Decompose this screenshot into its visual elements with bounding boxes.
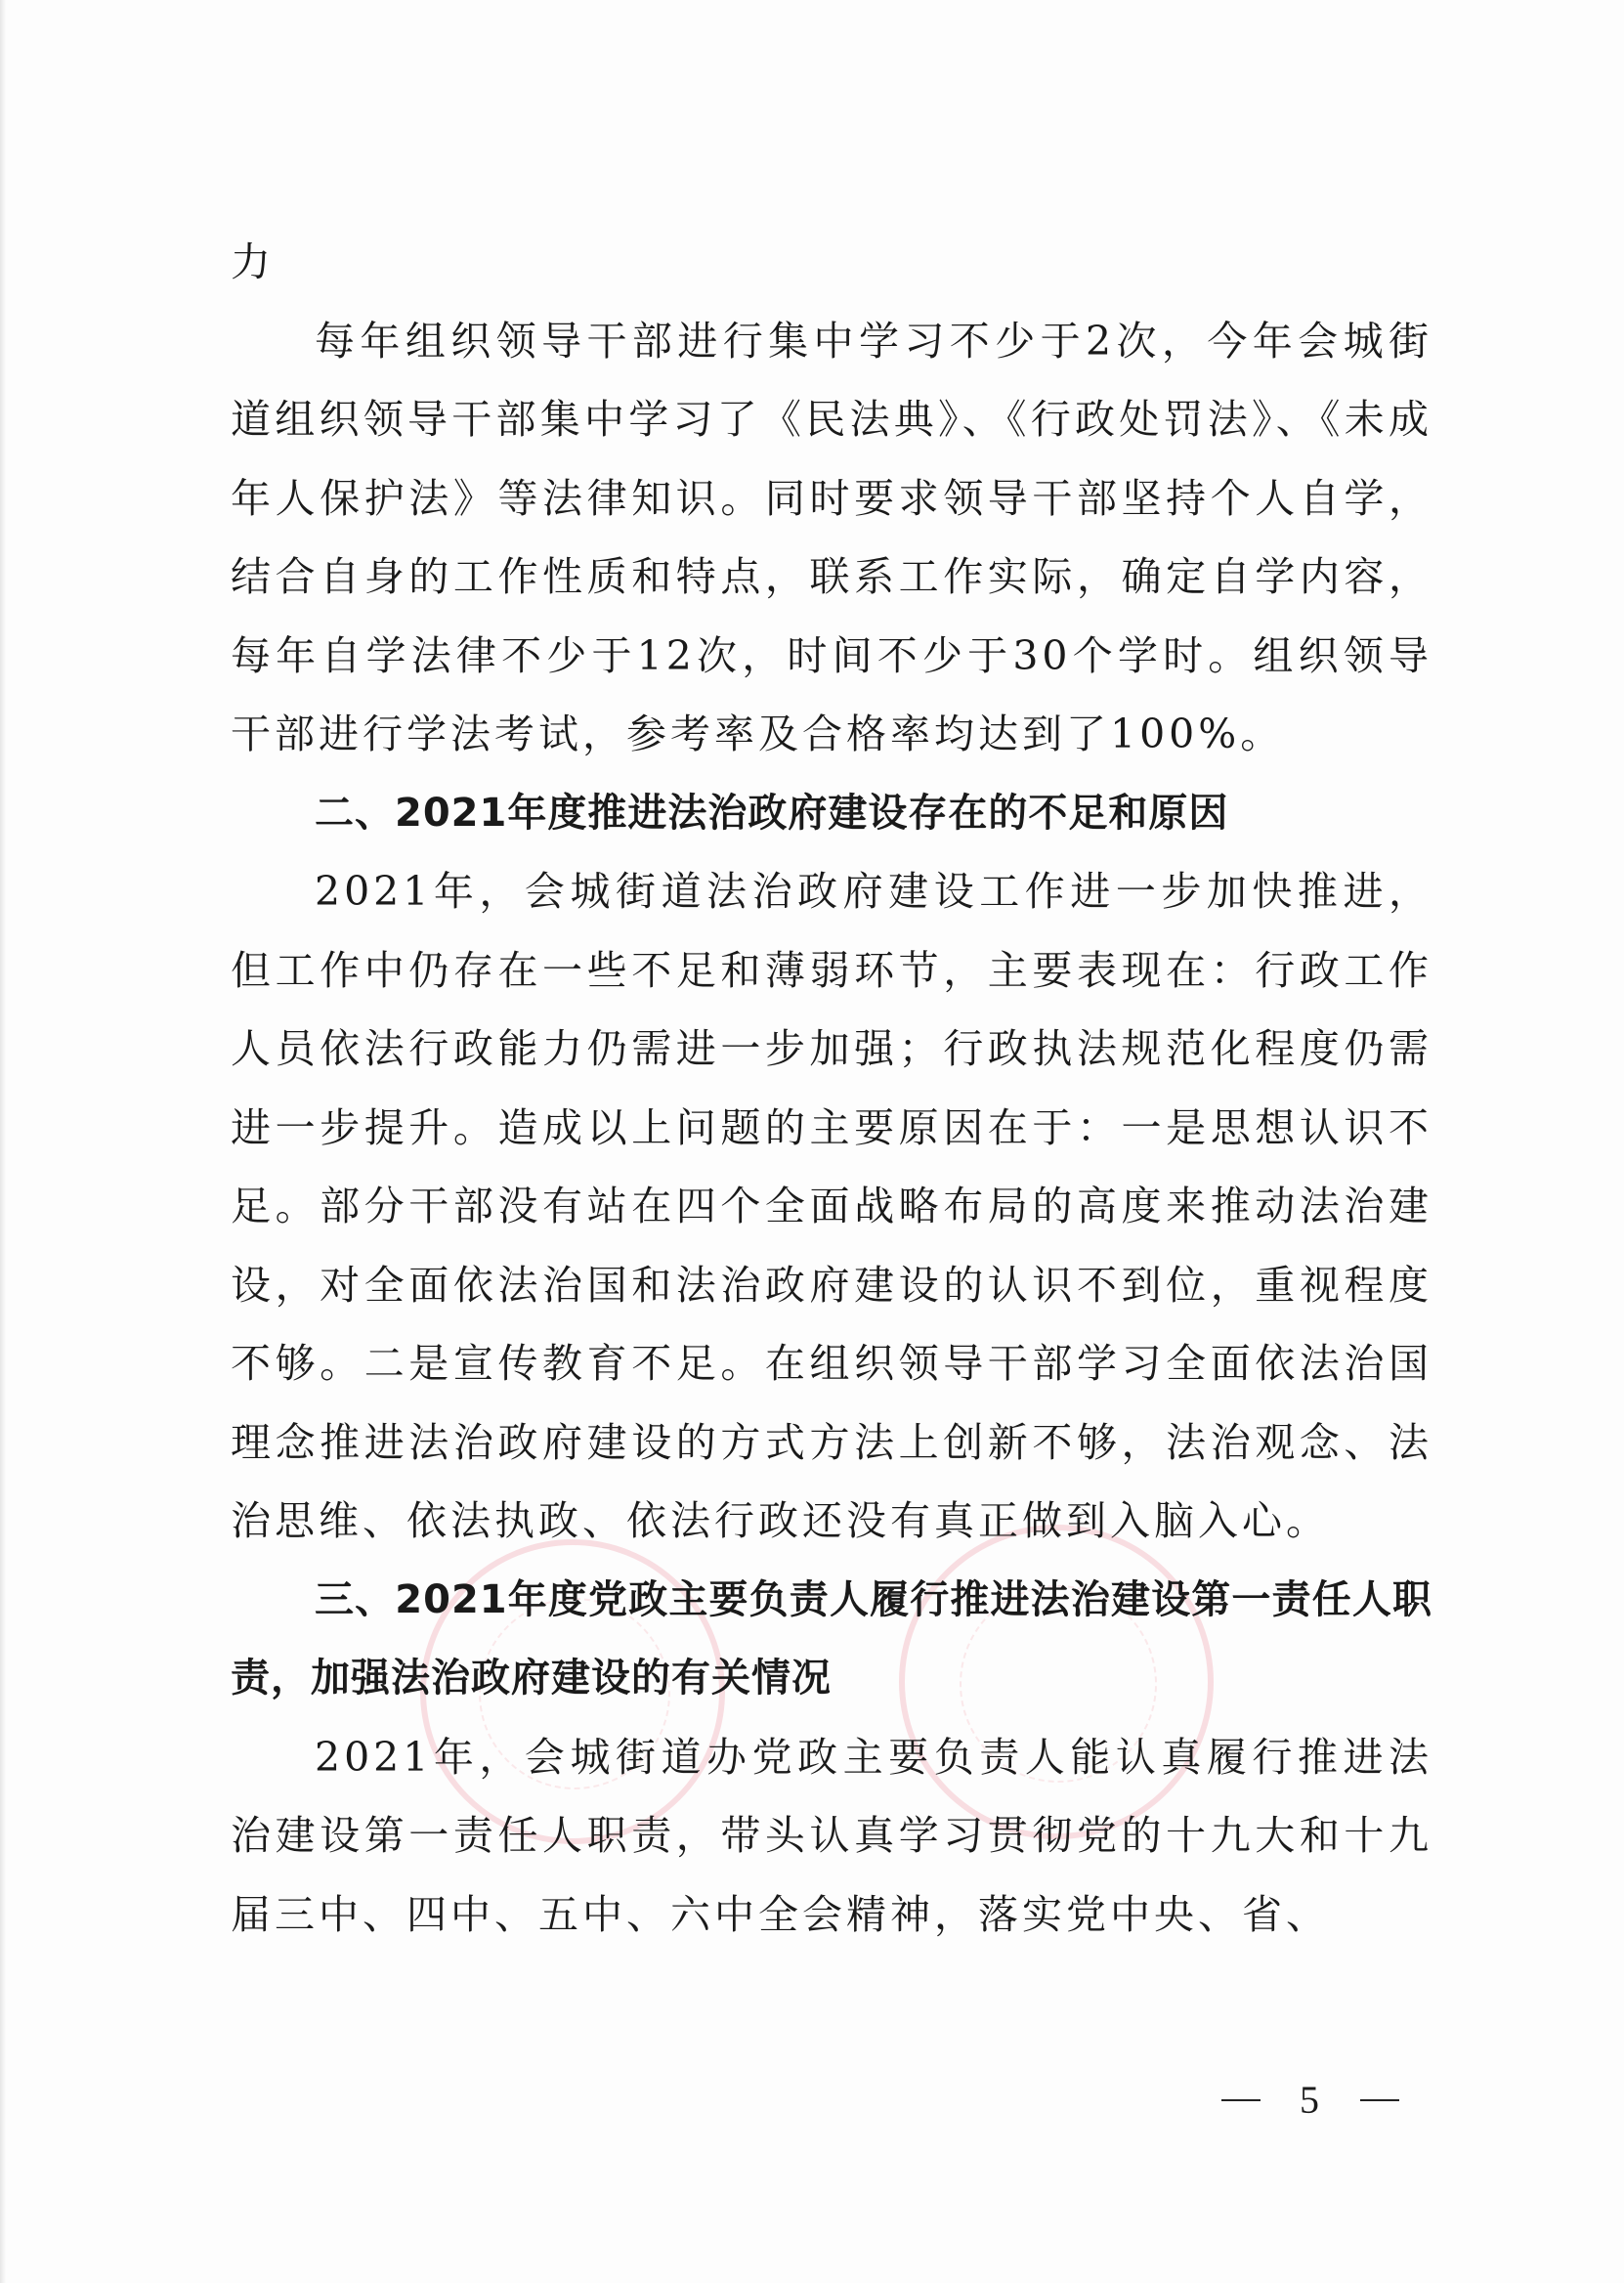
scan-edge (0, 0, 6, 2283)
section-heading-2: 二、2021年度推进法治政府建设存在的不足和原因 (315, 790, 1229, 836)
dash-right (1360, 2099, 1399, 2101)
page-number-value: 5 (1300, 2078, 1321, 2122)
dash-left (1221, 2099, 1261, 2101)
paragraph-study: 每年组织领导干部进行集中学习不少于2次，今年会城街道组织领导干部集中学习了《民法典》、《行政处罚法》、《未成年人保护法》等法律知识。同时要求领导干部坚持个人自学，结合自身的工作性质和特点，联系工作实际，确定自学内容，每年自学法律不少于12次，时间不少于30个学时。组织领导干部进行学法考试，参考率及合格率均达到了100%。 (231, 317, 1432, 757)
paragraph-shortcomings: 2021年，会城街道法治政府建设工作进一步加快推进，但工作中仍存在一些不足和薄弱环节，主要表现在：行政工作人员依法行政能力仍需进一步加强；行政执法规范化程度仍需进一步提升。造成以上问题的主要原因在于：一是思想认识不足。部分干部没有站在四个全面战略布局的高度来推动法治建设，对全面依法治国和法治政府建设的认识不到位，重视程度不够。二是宣传教育不足。在组织领导干部学习全面依法治国理念推进法治政府建设的方式方法上创新不够，法治观念、法治思维、依法执政、依法行政还没有真正做到入脑入心。 (231, 868, 1432, 1544)
page-number (1221, 2077, 1399, 2123)
paragraph-continuation: 力 (231, 238, 275, 285)
section-heading-3: 三、2021年度党政主要负责人履行推进法治建设第一责任人职责，加强法治政府建设的有关情况 (231, 1576, 1432, 1701)
paragraph-responsibility: 2021年，会城街道办党政主要负责人能认真履行推进法治建设第一责任人职责，带头认真学习贯彻党的十九大和十九届三中、四中、五中、六中全会精神，落实党中央、省、 (231, 1733, 1432, 1938)
document-body (231, 223, 1432, 1954)
